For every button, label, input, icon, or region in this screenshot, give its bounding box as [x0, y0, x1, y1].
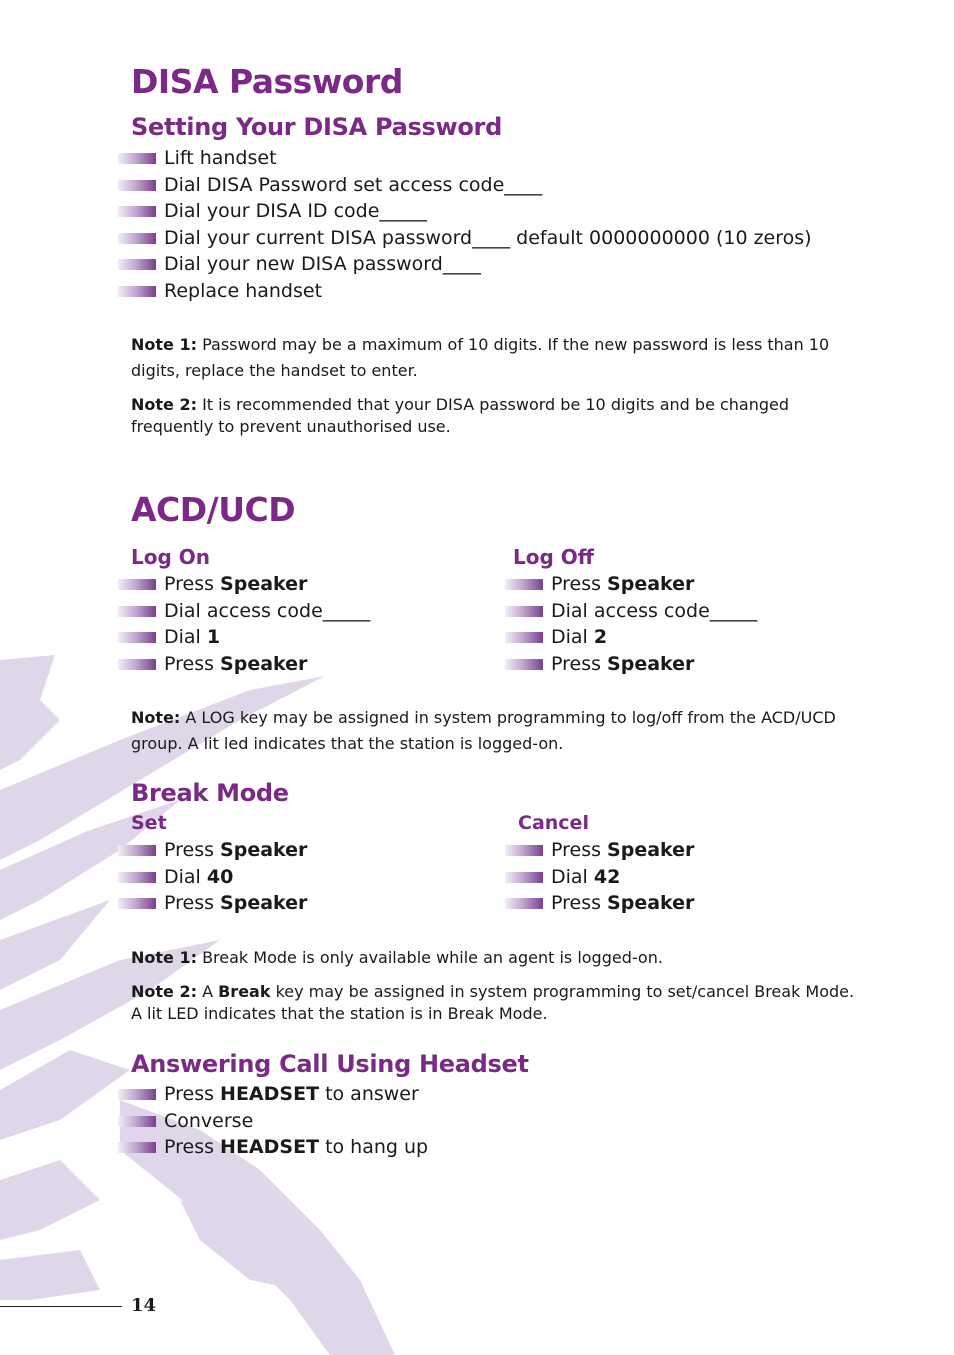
section-heading-setting-disa: Setting Your DISA Password — [131, 113, 502, 141]
list-item — [118, 1134, 428, 1161]
list-item — [505, 890, 694, 917]
list-item — [118, 1081, 428, 1108]
step-text: Press — [164, 652, 221, 675]
step-key: 40 — [206, 865, 234, 888]
note-label: Note: — [131, 708, 181, 727]
step-key: Speaker — [607, 652, 695, 675]
note-text: digits, replace the handset to enter. — [131, 361, 418, 380]
page-title-acd: ACD/UCD — [131, 490, 296, 529]
section-heading-headset: Answering Call Using Headset — [131, 1050, 529, 1078]
step-key: Speaker — [607, 839, 695, 861]
step-key: Speaker — [220, 892, 308, 914]
disa-steps-list — [118, 145, 812, 304]
note-label: Note 2: — [131, 395, 197, 414]
bullet-bar-icon — [505, 898, 543, 909]
step-text: to hang up — [319, 1136, 429, 1158]
step-text: Press — [551, 573, 608, 595]
bullet-bar-icon — [118, 845, 156, 856]
list-item — [118, 145, 812, 172]
step-key: 1 — [206, 626, 221, 648]
list-item — [118, 624, 370, 651]
note-text: A LOG key may be assigned in system programming to log/off from the ACD/UCD — [185, 708, 836, 727]
step-key: Speaker — [220, 652, 308, 675]
step-text: Dial — [164, 626, 207, 648]
step-text: Press — [164, 1136, 221, 1158]
bullet-bar-icon — [118, 579, 156, 590]
step-text: Press — [551, 892, 608, 914]
note-text: group. A lit led indicates that the station is logged-on. — [131, 734, 564, 753]
step-text: Dial your new DISA password____ — [164, 253, 481, 275]
disa-note-2 — [131, 394, 789, 438]
list-item — [118, 251, 812, 278]
log-on-steps-list — [118, 571, 370, 677]
list-item — [118, 172, 812, 199]
list-item — [505, 651, 757, 678]
step-key: Speaker — [220, 573, 308, 595]
step-text: Press — [551, 839, 608, 861]
bullet-bar-icon — [505, 845, 543, 856]
list-item — [118, 837, 307, 864]
list-item — [505, 837, 694, 864]
note-text: Password may be a maximum of 10 digits. If the new password is less than 10 — [202, 335, 830, 354]
list-item — [118, 198, 812, 225]
step-key: Speaker — [607, 573, 695, 595]
bullet-bar-icon — [118, 206, 156, 217]
bullet-bar-icon — [118, 153, 156, 164]
list-item — [118, 1108, 428, 1135]
bullet-bar-icon — [505, 606, 543, 617]
headset-steps-list — [118, 1081, 428, 1161]
subheading-set: Set — [131, 812, 167, 834]
bullet-bar-icon — [118, 286, 156, 297]
step-text: Dial your DISA ID code_____ — [164, 200, 427, 222]
step-text: Converse — [164, 1109, 254, 1132]
step-key: 2 — [593, 626, 608, 648]
step-text: Press — [164, 839, 221, 861]
bullet-bar-icon — [118, 233, 156, 244]
step-key: HEADSET — [220, 1136, 320, 1158]
step-text: to answer — [319, 1083, 419, 1105]
step-text: Dial access code_____ — [164, 599, 371, 622]
break-note-2 — [131, 981, 854, 1025]
note-text: A — [202, 982, 219, 1001]
list-item — [118, 651, 370, 678]
list-item — [118, 864, 307, 891]
bullet-bar-icon — [505, 659, 543, 670]
bullet-bar-icon — [118, 180, 156, 191]
step-text: Dial access code_____ — [551, 599, 758, 622]
note-text: It is recommended that your DISA password be 10 digits and be changed — [202, 395, 790, 414]
step-text: Press — [164, 1083, 221, 1105]
list-item — [118, 278, 812, 305]
bullet-bar-icon — [118, 872, 156, 883]
step-text: Press — [551, 652, 608, 675]
bullet-bar-icon — [118, 259, 156, 270]
list-item — [505, 598, 757, 625]
step-text: Dial — [551, 865, 594, 888]
bullet-bar-icon — [505, 872, 543, 883]
bullet-bar-icon — [118, 898, 156, 909]
note-text: Break Mode is only available while an agent is logged-on. — [202, 948, 663, 967]
note-text: frequently to prevent unauthorised use. — [131, 417, 451, 436]
bullet-bar-icon — [118, 659, 156, 670]
step-text: Dial your current DISA password____ default 0000000000 (10 zeros) — [164, 226, 812, 249]
break-set-steps-list — [118, 837, 307, 917]
page-title-disa: DISA Password — [131, 62, 403, 101]
note-label: Note 1: — [131, 948, 197, 967]
subheading-log-on: Log On — [131, 545, 211, 569]
step-key: 42 — [593, 865, 621, 888]
bullet-bar-icon — [118, 632, 156, 643]
step-text: Press — [164, 892, 221, 914]
step-text: Press — [164, 573, 221, 595]
bullet-bar-icon — [118, 606, 156, 617]
list-item — [118, 890, 307, 917]
list-item — [505, 864, 694, 891]
step-text: Dial — [551, 626, 594, 648]
subheading-log-off: Log Off — [513, 545, 594, 569]
subheading-cancel: Cancel — [518, 812, 589, 834]
step-key: Speaker — [607, 892, 695, 914]
footer-rule — [0, 1306, 122, 1307]
bullet-bar-icon — [118, 1142, 156, 1153]
bullet-bar-icon — [118, 1089, 156, 1100]
break-cancel-steps-list — [505, 837, 694, 917]
log-off-steps-list — [505, 571, 757, 677]
step-text: Replace handset — [164, 279, 323, 302]
note-label: Note 1: — [131, 335, 197, 354]
bullet-bar-icon — [505, 632, 543, 643]
section-heading-break-mode: Break Mode — [131, 779, 289, 807]
note-text: key may be assigned in system programming to set/cancel Break Mode. — [270, 982, 855, 1001]
note-text: A lit LED indicates that the station is in Break Mode. — [131, 1004, 548, 1023]
list-item — [118, 571, 370, 598]
step-key: HEADSET — [220, 1083, 320, 1105]
note-label: Note 2: — [131, 982, 197, 1001]
list-item — [505, 571, 757, 598]
list-item — [118, 598, 370, 625]
step-text: Lift handset — [164, 147, 277, 169]
list-item — [505, 624, 757, 651]
bullet-bar-icon — [505, 579, 543, 590]
note-key: Break — [218, 982, 271, 1001]
list-item — [118, 225, 812, 252]
step-text: Dial — [164, 865, 207, 888]
page-number: 14 — [131, 1295, 157, 1316]
disa-note-1 — [131, 333, 829, 382]
step-text: Dial DISA Password set access code____ — [164, 173, 543, 196]
step-key: Speaker — [220, 839, 308, 861]
acd-note — [131, 706, 836, 755]
break-note-1 — [131, 946, 663, 969]
bullet-bar-icon — [118, 1116, 156, 1127]
